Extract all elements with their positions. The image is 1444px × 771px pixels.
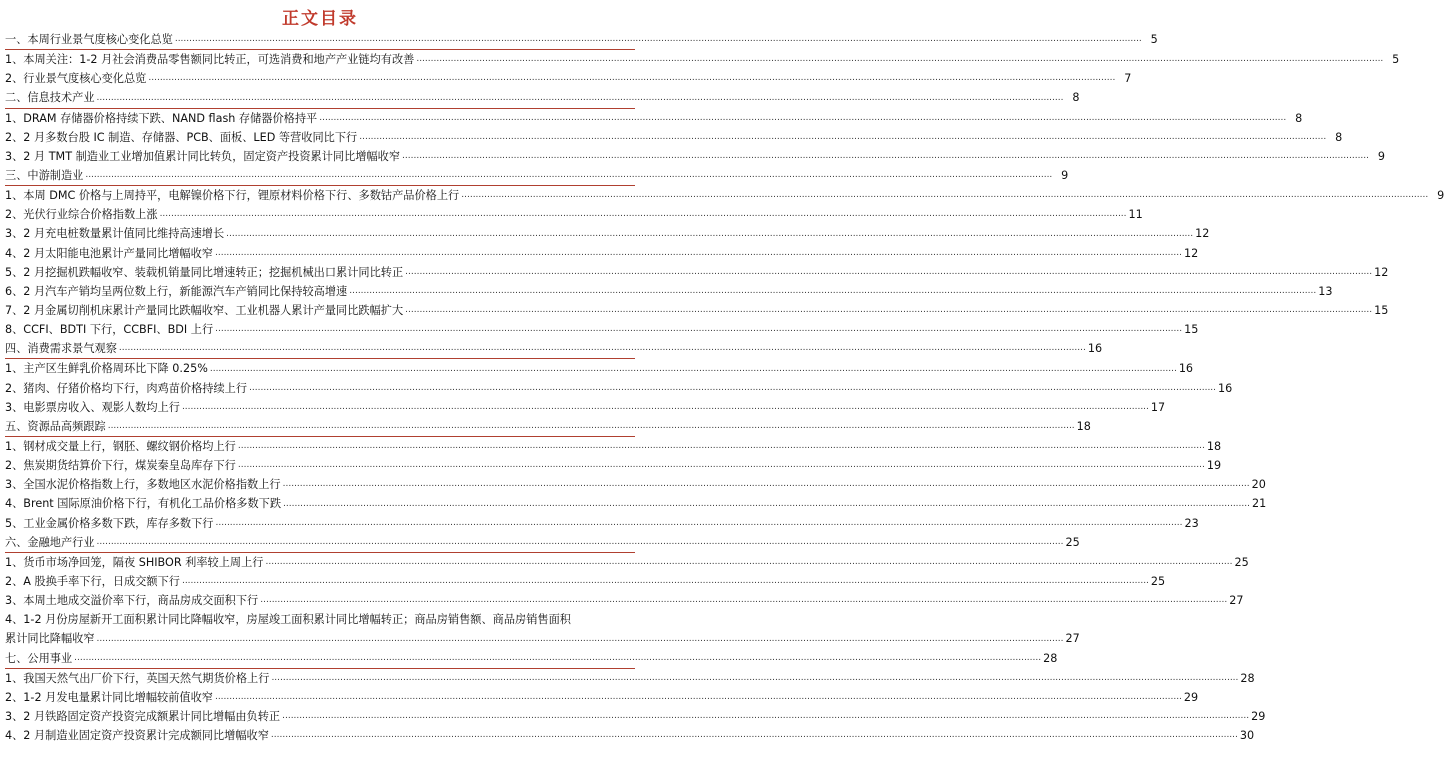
toc-entry-text: 一、本周行业景气度核心变化总览 [5,30,175,49]
toc-leader-dots [282,709,1249,724]
toc-page-number: 12 [1182,244,1198,263]
toc-leader-dots [215,246,1182,261]
toc-leader-dots [271,671,1238,686]
toc-entry[interactable] [5,244,1199,263]
toc-entry[interactable] [5,669,1255,688]
toc-page-number: 11 [1127,205,1143,224]
toc-leader-dots [260,593,1227,608]
toc-page-number: 23 [1182,514,1198,533]
toc-entry-text: 3、2 月铁路固定资产投资完成额累计同比增幅由负转正 [5,707,282,726]
toc-page-number: 27 [1227,591,1243,610]
toc-page-number: 8 [1326,128,1342,147]
toc-entry[interactable] [5,282,1333,301]
toc-entry[interactable] [5,147,1386,166]
toc-entry-text: 七、公用事业 [5,649,74,668]
toc-page-number: 15 [1372,301,1388,320]
toc-leader-dots [215,690,1182,705]
toc-page-number: 28 [1041,649,1057,668]
toc-leader-dots [283,497,1250,512]
toc-entry-text: 2、焦炭期货结算价下行，煤炭秦皇岛库存下行 [5,456,238,475]
toc-page-number: 9 [1428,186,1444,205]
toc-entry-text: 2、光伏行业综合价格指数上涨 [5,205,160,224]
toc-leader-dots [238,458,1205,473]
toc-leader-dots [405,265,1372,280]
toc-entry[interactable] [5,707,1266,726]
toc-entry[interactable] [5,224,1210,243]
toc-leader-dots [265,555,1232,570]
toc-entries-tail [5,649,1266,746]
toc-page-number: 20 [1250,475,1266,494]
toc-page-number: 16 [1177,359,1193,378]
toc-entry-text: 4、Brent 国际原油价格下行，有机化工品价格多数下跌 [5,494,283,513]
toc-page-number: 5 [1383,50,1399,69]
toc-section-heading[interactable] [5,88,1080,108]
toc-leader-dots [402,149,1369,164]
toc-section-heading[interactable] [5,417,1091,437]
toc-entry-text: 7、2 月金属切削机床累计产量同比跌幅收窄、工业机器人累计产量同比跌幅扩大 [5,301,405,320]
toc-entry[interactable] [5,263,1389,282]
toc-entry-text: 3、本周土地成交溢价率下行，商品房成交面积下行 [5,591,260,610]
toc-page-number: 9 [1052,166,1068,185]
toc-page-number: 18 [1075,417,1091,436]
toc-entry-text: 6、2 月汽车产销均呈两位数上行，新能源汽车产销同比保持较高增速 [5,282,349,301]
toc-entry[interactable] [5,475,1266,494]
toc-leader-dots [238,439,1205,454]
toc-entry[interactable] [5,591,1244,610]
toc-entry-text: 2、猪肉、仔猪价格均下行，肉鸡苗价格持续上行 [5,379,249,398]
toc-page-number: 8 [1286,109,1302,128]
toc-entry[interactable] [5,359,1194,378]
toc-entry[interactable] [5,726,1255,745]
toc-entry[interactable] [5,456,1222,475]
toc-page-number: 7 [1115,69,1131,88]
toc-entry-text: 1、我国天然气出厂价下行，英国天然气期货价格上行 [5,669,271,688]
toc-entry-text: 3、电影票房收入、观影人数均上行 [5,398,182,417]
toc-leader-dots [226,227,1193,242]
toc-entry-text: 4、2 月制造业固定资产投资累计完成额同比增幅收窄 [5,726,271,745]
toc-entry-text: 1、主产区生鲜乳价格周环比下降 0.25% [5,359,210,378]
toc-leader-dots [271,728,1238,743]
toc-entry[interactable] [5,186,1444,205]
toc-entry-text-line1: 4、1-2 月份房屋新开工面积累计同比降幅收窄，房屋竣工面积累计同比增幅转正；商品房销售额、商品房销售面积 [5,613,571,627]
toc-entry[interactable] [5,320,1199,339]
toc-entry-text: 三、中游制造业 [5,166,85,185]
toc-entry-text: 5、工业金属价格多数下跌，库存多数下行 [5,514,216,533]
toc-entry-text: 四、消费需求景气观察 [5,339,119,358]
page-title: 正文目录 [282,9,358,29]
toc-entry-text: 2、1-2 月发电量累计同比增幅较前值收窄 [5,688,215,707]
toc-page-number: 21 [1250,494,1266,513]
toc-page-number: 27 [1063,629,1079,648]
toc-entry[interactable] [5,494,1267,513]
toc-leader-dots [119,341,1086,356]
toc-page-number: 16 [1216,379,1232,398]
toc-entry-text: 8、CCFI、BDTI 下行，CCBFI、BDI 上行 [5,320,215,339]
toc-leader-dots [74,651,1041,666]
toc-page-number: 28 [1238,669,1254,688]
toc-leader-dots [319,111,1286,126]
toc-entry-text: 5、2 月挖掘机跌幅收窄、装载机销量同比增速转正；挖掘机械出口累计同比转正 [5,263,405,282]
toc-leader-dots [215,322,1182,337]
toc-entry[interactable] [5,437,1222,456]
toc-entry[interactable] [5,514,1199,533]
toc-page-number: 8 [1063,88,1079,107]
toc-leader-dots [405,303,1372,318]
toc-leader-dots [182,574,1149,589]
toc-leader-dots [85,168,1052,183]
toc-page-number: 30 [1238,726,1254,745]
toc-entry[interactable] [5,553,1249,572]
toc-entry-text: 1、本周 DMC 价格与上周持平，电解镍价格下行，锂原材料价格下行、多数钴产品价格上行 [5,186,461,205]
toc-section-heading[interactable] [5,166,1069,186]
toc-page-number: 9 [1369,147,1385,166]
toc-leader-dots [108,419,1075,434]
toc-entry[interactable] [5,50,1400,69]
toc-entry[interactable] [5,128,1343,147]
toc-entry-text: 2、A 股换手率下行，日成交额下行 [5,572,182,591]
table-of-contents [5,30,1444,745]
toc-entry-text: 六、金融地产行业 [5,533,97,552]
toc-page-number: 13 [1316,282,1332,301]
toc-page-number: 15 [1182,320,1198,339]
toc-entry-text-line2: 累计同比降幅收窄 [5,629,97,648]
toc-entry-text: 3、2 月 TMT 制造业工业增加值累计同比转负，固定资产投资累计同比增幅收窄 [5,147,402,166]
toc-leader-dots [283,477,1250,492]
toc-page-number: 17 [1149,398,1165,417]
toc-leader-dots [160,207,1127,222]
toc-leader-dots [97,535,1064,550]
toc-page-number: 25 [1063,533,1079,552]
toc-leader-dots [175,32,1142,47]
toc-page-number: 12 [1193,224,1209,243]
toc-entry-text: 五、资源品高频跟踪 [5,417,108,436]
toc-entry[interactable] [5,572,1166,591]
toc-leader-dots [210,362,1177,377]
toc-leader-dots [97,632,1064,647]
toc-page-number: 29 [1249,707,1265,726]
toc-entry-text: 3、2 月充电桩数量累计值同比维持高速增长 [5,224,226,243]
toc-entry[interactable] [5,205,1143,224]
toc-entries-head [5,30,1444,610]
toc-entry[interactable] [5,688,1199,707]
toc-entry[interactable] [5,69,1132,88]
toc-entry-text: 1、本周关注：1-2 月社会消费品零售额同比转正，可选消费和地产产业链均有改善 [5,50,416,69]
toc-page-number: 25 [1232,553,1248,572]
toc-entry[interactable] [5,610,1080,648]
toc-entry-text: 4、2 月太阳能电池累计产量同比增幅收窄 [5,244,215,263]
toc-entry-text: 1、DRAM 存储器价格持续下跌、NAND flash 存储器价格持平 [5,109,319,128]
toc-entry-text: 1、钢材成交量上行，钢胚、螺纹钢价格均上行 [5,437,238,456]
toc-section-heading[interactable] [5,30,1158,50]
toc-section-heading[interactable] [5,649,1058,669]
toc-section-heading[interactable] [5,533,1080,553]
toc-entry-text: 3、全国水泥价格指数上行，多数地区水泥价格指数上行 [5,475,283,494]
toc-leader-dots [182,400,1149,415]
toc-entry-text: 二、信息技术产业 [5,88,97,107]
toc-entry-text: 2、2 月多数台股 IC 制造、存储器、PCB、面板、LED 等营收同比下行 [5,128,359,147]
toc-leader-dots [416,52,1383,67]
toc-entry-text: 2、行业景气度核心变化总览 [5,69,148,88]
toc-page-number: 18 [1205,437,1221,456]
toc-entry[interactable] [5,301,1389,320]
toc-page-number: 25 [1149,572,1165,591]
toc-leader-dots [349,284,1316,299]
toc-entry[interactable] [5,109,1303,128]
toc-page-number: 16 [1086,339,1102,358]
toc-leader-dots [461,188,1428,203]
toc-entry[interactable] [5,379,1233,398]
toc-leader-dots [216,516,1183,531]
toc-section-heading[interactable] [5,339,1103,359]
toc-entry-text: 1、货币市场净回笼，隔夜 SHIBOR 利率较上周上行 [5,553,265,572]
toc-page-number: 5 [1142,30,1158,49]
toc-leader-dots [249,381,1216,396]
toc-entry[interactable] [5,398,1166,417]
toc-page-number: 29 [1182,688,1198,707]
toc-leader-dots [359,130,1326,145]
toc-leader-dots [148,71,1115,86]
toc-page-number: 19 [1205,456,1221,475]
toc-page-number: 12 [1372,263,1388,282]
toc-leader-dots [97,91,1064,106]
